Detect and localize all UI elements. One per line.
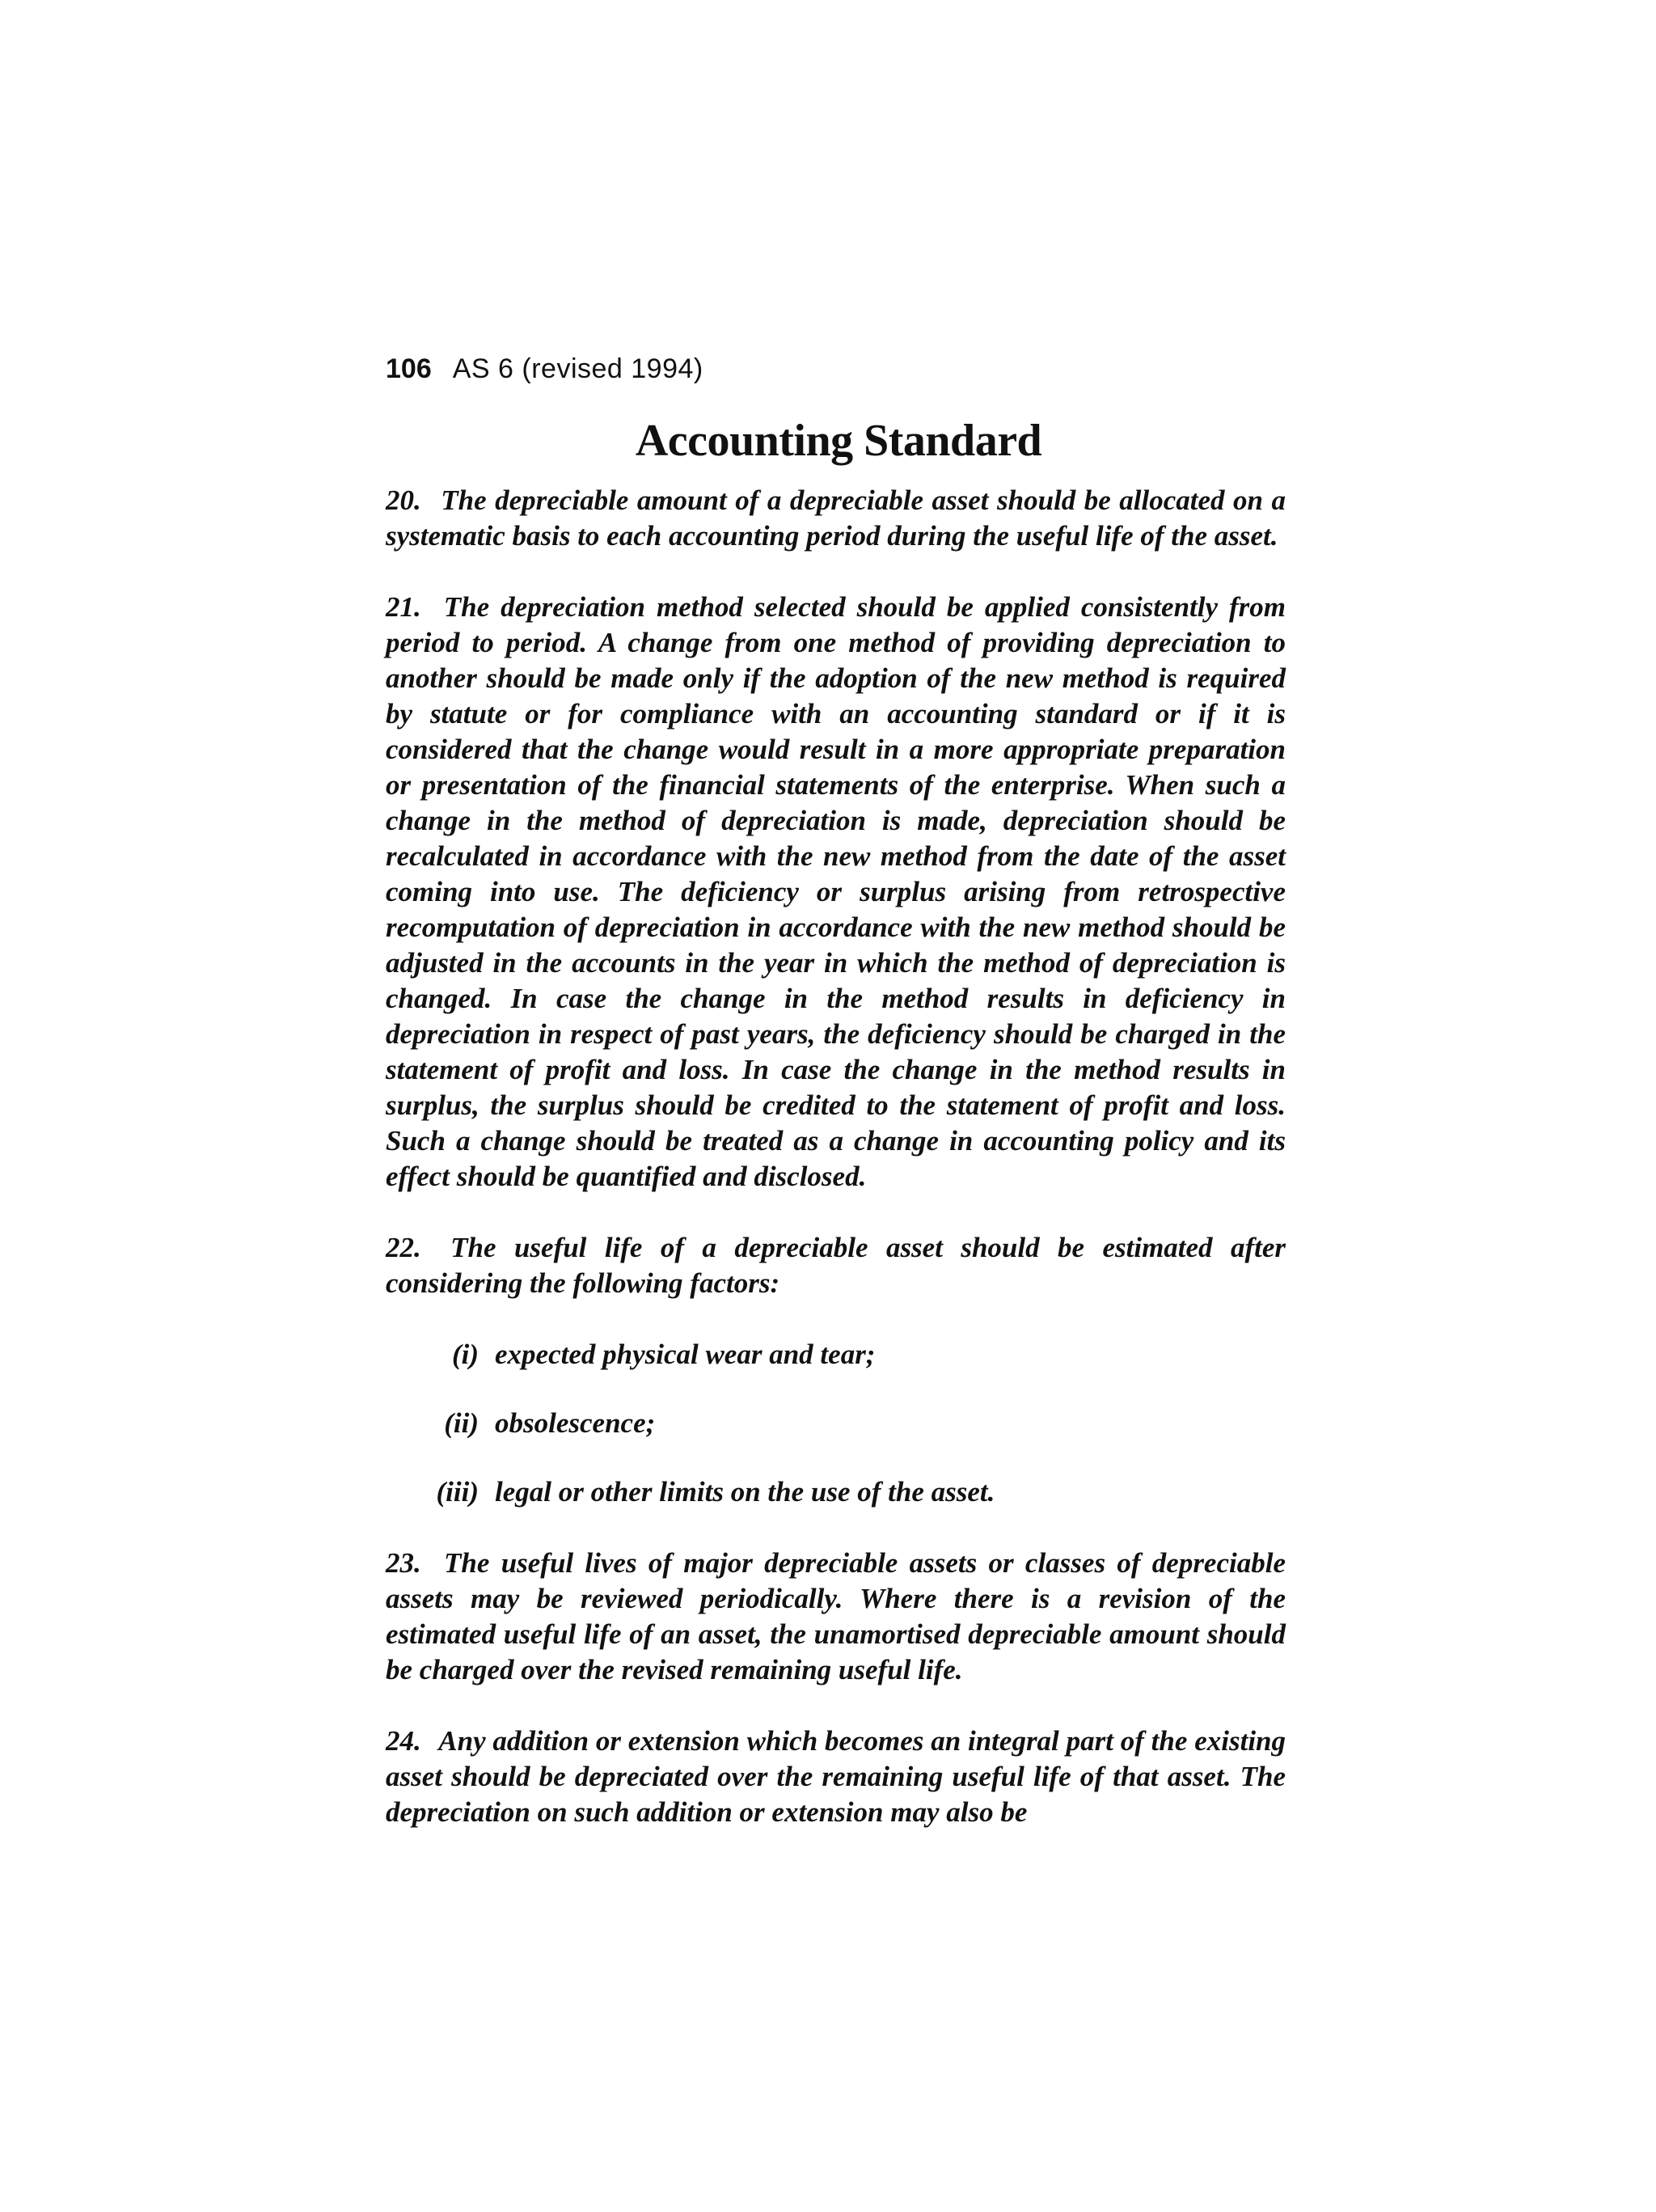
list-marker: (iii) [436, 1476, 479, 1508]
list-item [386, 1474, 1286, 1510]
paragraph-number: 23. [386, 1547, 421, 1579]
paragraph-number: 20. [386, 484, 421, 516]
paragraph-text: The useful lives of major depreciable assets or classes of depreciable assets may be reviewed periodically. Where there is a revision of the estimated useful life of an asset, the unamortised depreciable amount should be charged over the revised remaining useful life. [386, 1547, 1286, 1685]
paragraph-21 [386, 590, 1286, 1195]
list-item-text: obsolescence; [495, 1407, 656, 1439]
paragraph-number: 24. [386, 1725, 421, 1757]
document-body [386, 483, 1286, 1866]
page-header [386, 353, 703, 385]
paragraph-20 [386, 483, 1286, 554]
paragraph-text: Any addition or extension which becomes an integral part of the existing asset should be depreciated over the remaining useful life of that asset. The depreciation on such addition or extension may also be [386, 1725, 1286, 1828]
paragraph-text: The depreciable amount of a depreciable asset should be allocated on a systematic basis to each accounting period during the useful life of the asset. [386, 484, 1286, 552]
standard-reference: AS 6 (revised 1994) [452, 353, 703, 384]
paragraph-24 [386, 1723, 1286, 1830]
paragraph-text: The depreciation method selected should be applied consistently from period to period. A change from one method of providing depreciation to another should be made only if the adoption of the new method is required by statute or for compliance with an accounting standard or if it is considered that the change would result in a more appropriate preparation or presentation of the financial statements of the enterprise. When such a change in the method of depreciation is made, depreciation should be recalculated in accordance with the new method from the date of the asset coming into use. The deficiency or surplus arising from retrospective recomputation of depreciation in accordance with the new method should be adjusted in the accounts in the year in which the method of depreciation is changed. In case the change in the method results in deficiency in depreciation in respect of past years, the deficiency should be charged in the statement of profit and loss. In case the change in the method results in surplus, the surplus should be credited to the statement of profit and loss. Such a change should be treated as a change in accounting policy and its effect should be quantified and disclosed. [386, 591, 1286, 1192]
list-item [386, 1337, 1286, 1372]
page-title: Accounting Standard [635, 416, 1042, 466]
paragraph-text: The useful life of a depreciable asset should be estimated after considering the following factors: [386, 1232, 1286, 1299]
page-number: 106 [386, 353, 432, 384]
list-item-text: expected physical wear and tear; [495, 1339, 876, 1370]
list-marker: (i) [451, 1339, 479, 1370]
paragraph-number: 22. [386, 1232, 421, 1263]
paragraph-22 [386, 1230, 1286, 1301]
list-marker: (ii) [444, 1407, 479, 1439]
list-item [386, 1406, 1286, 1441]
paragraph-23 [386, 1546, 1286, 1688]
paragraph-number: 21. [386, 591, 421, 623]
list-item-text: legal or other limits on the use of the asset. [495, 1476, 995, 1508]
factors-list [386, 1337, 1286, 1510]
